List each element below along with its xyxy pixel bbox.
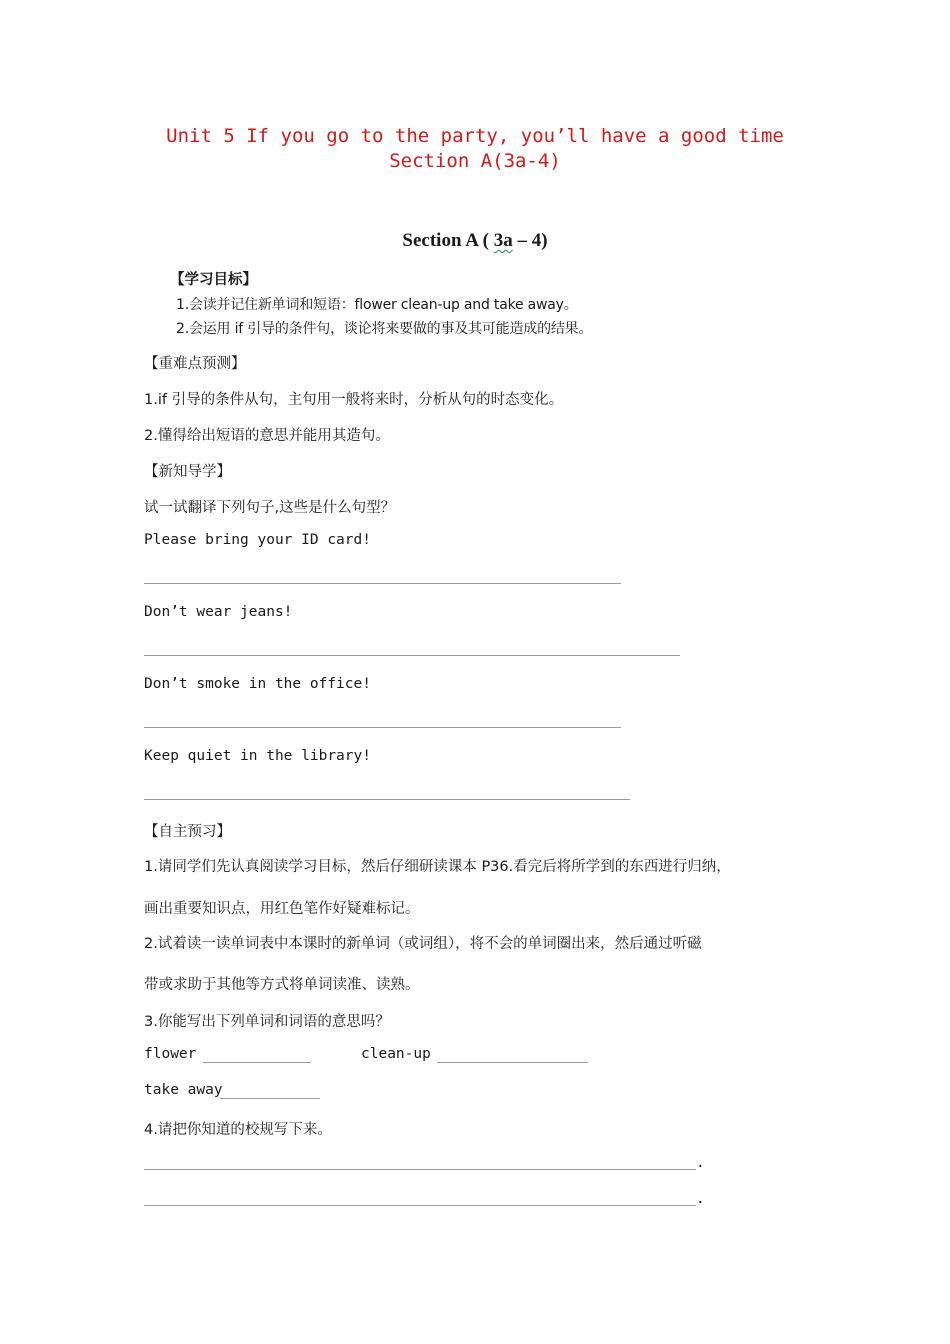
difficulty-item-2: 2.懂得给出短语的意思并能用其造句。 bbox=[144, 428, 390, 444]
answer-line-2[interactable] bbox=[144, 655, 680, 656]
word-clean-up: clean-up bbox=[361, 1046, 431, 1062]
document-title-line2: Section A(3a-4) bbox=[389, 150, 561, 172]
take-away-blank[interactable] bbox=[220, 1098, 320, 1099]
section-heading bbox=[0, 230, 950, 252]
rule-line-2[interactable] bbox=[144, 1205, 696, 1206]
section-heading-range: 3a bbox=[493, 230, 513, 251]
word-flower: flower bbox=[144, 1046, 197, 1062]
rule-line-2-end: . bbox=[696, 1191, 705, 1207]
section-heading-prefix: Section A ( bbox=[402, 230, 494, 251]
answer-line-4[interactable] bbox=[144, 799, 630, 800]
flower-blank[interactable] bbox=[203, 1062, 311, 1063]
sentence-4: Keep quiet in the library! bbox=[144, 748, 371, 764]
rule-line-1[interactable] bbox=[144, 1169, 696, 1170]
self-study-item-2b: 带或求助于其他等方式将单词读准、读熟。 bbox=[144, 977, 420, 993]
self-study-heading: 【自主预习】 bbox=[144, 824, 231, 840]
self-study-item-1a: 1.请同学们先认真阅读学习目标，然后仔细研读课本 P36.看完后将所学到的东西进行归纳， bbox=[144, 859, 731, 875]
goals-heading: 【学习目标】 bbox=[170, 272, 257, 288]
section-heading-suffix: – 4) bbox=[512, 230, 548, 251]
difficulty-item-1: 1.if 引导的条件从句，主句用一般将来时，分析从句的时态变化。 bbox=[144, 392, 564, 408]
self-study-item-1b: 画出重要知识点，用红色笔作好疑难标记。 bbox=[144, 901, 420, 917]
new-knowledge-heading: 【新知导学】 bbox=[144, 464, 231, 480]
rule-line-1-end: . bbox=[696, 1155, 705, 1171]
document-title-line1: Unit 5 If you go to the party, you’ll have a good time bbox=[166, 125, 784, 147]
answer-line-1[interactable] bbox=[144, 583, 621, 584]
clean-up-blank[interactable] bbox=[437, 1062, 588, 1063]
goal-item-1: 1.会读并记住新单词和短语：flower clean-up and take away。 bbox=[176, 297, 578, 313]
goal-item-2: 2.会运用 if 引导的条件句，谈论将来要做的事及其可能造成的结果。 bbox=[176, 321, 593, 337]
self-study-item-4: 4.请把你知道的校规写下来。 bbox=[144, 1122, 332, 1138]
answer-line-3[interactable] bbox=[144, 727, 621, 728]
difficulty-heading: 【重难点预测】 bbox=[144, 356, 246, 372]
sentence-3: Don’t smoke in the office! bbox=[144, 676, 371, 692]
word-take-away: take away bbox=[144, 1082, 223, 1098]
self-study-item-3: 3.你能写出下列单词和词语的意思吗？ bbox=[144, 1014, 390, 1030]
sentence-2: Don’t wear jeans! bbox=[144, 604, 293, 620]
translation-prompt: 试一试翻译下列句子,这些是什么句型？ bbox=[144, 500, 396, 516]
self-study-item-2a: 2.试着读一读单词表中本课时的新单词（或词组），将不会的单词圈出来，然后通过听磁 bbox=[144, 936, 702, 952]
sentence-1: Please bring your ID card! bbox=[144, 532, 371, 548]
